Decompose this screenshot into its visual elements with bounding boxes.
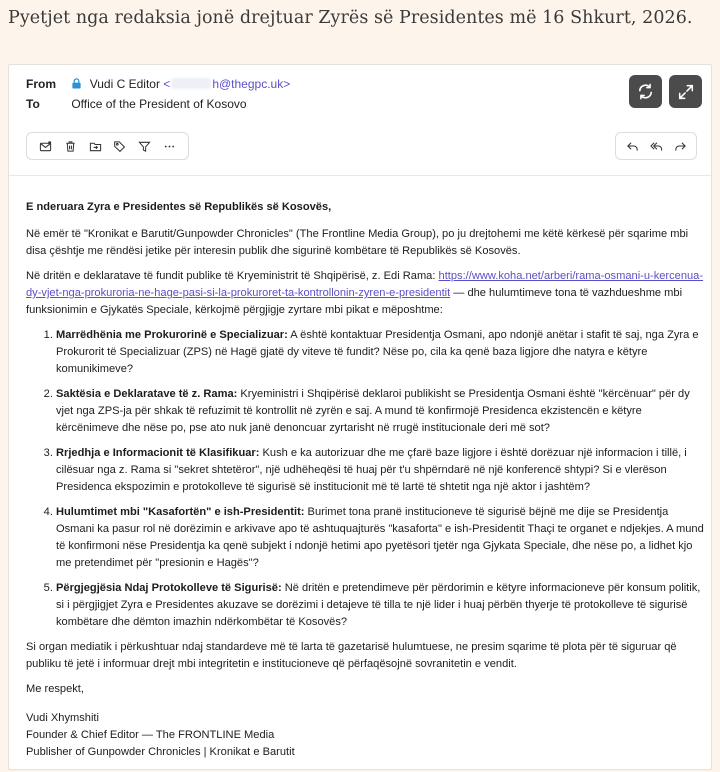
mail-icon [39,140,52,153]
point-text: Në dritën e pretendimeve për përdorimin e këtyre informacioneve për konsum politik, si i përgjigjet Zyra e Presidentes akuzave se dorëzimi i detajeve të tilla te një lider i huaj përbën thyerje të protokolleve të sigurisë kombëtare dhe dëmton imazhin ndërkombëtar të Kosovës? [56,582,701,628]
signature-title: Founder & Chief Editor — The FRONTLINE Media [26,729,275,741]
lock-icon [71,77,82,88]
label-button[interactable] [110,136,130,156]
reply-button[interactable] [622,136,642,156]
sender-email-suffix: h@thegpc.uk> [212,77,291,91]
list-item [56,504,704,572]
reply-all-icon [650,140,663,153]
list-item [56,327,704,378]
outro-paragraph: Si organ mediatik i përkushtuar ndaj standardeve më të larta të gazetarisë hulumtuese, ne presim sqarime të plota për të siguruar që publiku të jetë i informuar drejt mbi integritetin e institucioneve që përfaqësojnë sovranitetin e vendit. [26,641,677,670]
reply-all-button[interactable] [646,136,666,156]
point-title: Përgjegjësia Ndaj Protokolleve të Sigurisë: [56,582,282,594]
signature-name: Vudi Xhymshiti [26,712,99,724]
trash-icon [64,140,77,153]
point-text: Burimet tona pranë institucioneve të sigurisë bëjnë me dije se Presidentja Osmani ka pasur rol në dorëzimin e arkivave apo të ashtuquajturës "kasaforta" e ish-Presidentit Thaçi te organet e ndjekjes. A mund të konfirmoni nëse Presidentja ka qenë subjekt i ndonjë hetimi apo pyetësori tjetër nga Gjykata Speciale, dhe nëse po, a lidhet kjo me pretendimet për "presionin e Hagës"? [56,506,704,569]
move-icon [89,140,102,153]
move-button[interactable] [85,136,105,156]
context-paragraph [26,268,704,319]
context-after-link: — dhe hulumtimeve tona të vazhdueshme mbi funksionimin e Gjykatës Speciale, kërkojmë përgjigje zyrtare mbi pikat e mëposhtme: [26,287,683,316]
reply-toolbar [615,132,697,160]
filter-button[interactable] [135,136,155,156]
more-button[interactable] [160,136,180,156]
from-label: From [26,77,56,91]
greeting: E nderuara Zyra e Presidentes së Republikës së Kosovës, [26,201,332,213]
recipient[interactable]: Office of the President of Kosovo [71,97,247,111]
refresh-button[interactable] [629,75,662,108]
expand-button[interactable] [669,75,702,108]
from-row [26,76,290,92]
point-text: A është kontaktuar Presidentja Osmani, apo ndonjë anëtar i stafit të saj, nga Zyra e Prokurorit të Specializuar (ZPS) në Hagë gjatë dy viteve të fundit? Nëse po, cila ka qenë baza ligjore dhe natyra e këtyre komunikimeve? [56,329,699,375]
sender-email[interactable] [163,77,290,91]
closing: Me respekt, [26,683,84,695]
context-before-link: Në dritën e deklaratave të fundit publike të Kryeministrit të Shqipërisë, z. Edi Rama: [26,270,439,282]
point-text: Kush e ka autorizuar dhe me çfarë baze ligjore i është dorëzuar një informacion i tillë, i cilësuar nga z. Rama si "sekret shtetëror", një udhëheqësi të huaj për t'u shpërndarë në një konferencë shtypi? Si e vlerëson Presidenca ekspozimin e protokolleve të sigurisë së institucionit më të lartë të shtetit nga një aktor i jashtëm? [56,447,687,493]
forward-icon [674,140,687,153]
redacted-email-part [171,78,211,89]
point-title: Rrjedhja e Informacionit të Klasifikuar: [56,447,260,459]
more-icon [163,140,176,153]
filter-icon [138,140,151,153]
intro-paragraph: Në emër të "Kronikat e Barutit/Gunpowder Chronicles" (The Frontline Media Group), po ju drejtohemi me këtë kërkesë për sqarime mbi disa çështje me rëndësi jetike për interesin publik dhe sigurinë kombëtare të Republikës së Kosovës. [26,228,689,257]
article-link[interactable]: https://www.koha.net/arberi/rama-osmani-u-kercenua-dy-vjet-nga-prokuroria-ne-hage-pasi-si-la-prokuroret-ta-kontrollonin-zyren-e-presidentit [26,270,704,299]
list-item [56,445,704,496]
to-label: To [26,97,40,111]
list-item [56,580,704,631]
point-text: Kryeministri i Shqipërisë deklaroi publikisht se Presidentja Osmani është "kërcënuar" për dy vjet nga ZPS-ja për shkak të refuzimit të kontrollit në zyrën e saj. A mund të konfirmojë Presidenca ekzistencën e këtyre kërcënimeve dhe nëse po, pse ato nuk janë denoncuar zyrtarisht në rrugë institucionale deri më sot? [56,388,690,434]
expand-icon [677,83,695,101]
delete-button[interactable] [60,136,80,156]
questions-list [26,327,704,631]
reply-icon [626,140,639,153]
forward-button[interactable] [670,136,690,156]
point-title: Hulumtimet mbi "Kasafortën" e ish-Presidentit: [56,506,305,518]
email-viewer [8,64,712,770]
email-body [26,199,704,769]
sender-email-prefix: < [163,77,171,91]
list-item [56,386,704,437]
message-toolbar [26,132,189,160]
signature-publication: Publisher of Gunpowder Chronicles | Kronikat e Barutit [26,746,295,758]
point-title: Saktësia e Deklaratave të z. Rama: [56,388,238,400]
sender-name[interactable]: Vudi C Editor [89,77,160,91]
refresh-icon [636,82,655,101]
header-divider [9,175,712,176]
point-title: Marrëdhënia me Prokurorinë e Specializuar: [56,329,288,341]
mark-unread-button[interactable] [35,136,55,156]
page-caption: Pyetjet nga redaksia jonë drejtuar Zyrës së Presidentes më 16 Shkurt, 2026. [8,8,693,28]
tag-icon [113,140,126,153]
to-row [26,96,247,112]
signature [26,710,704,761]
